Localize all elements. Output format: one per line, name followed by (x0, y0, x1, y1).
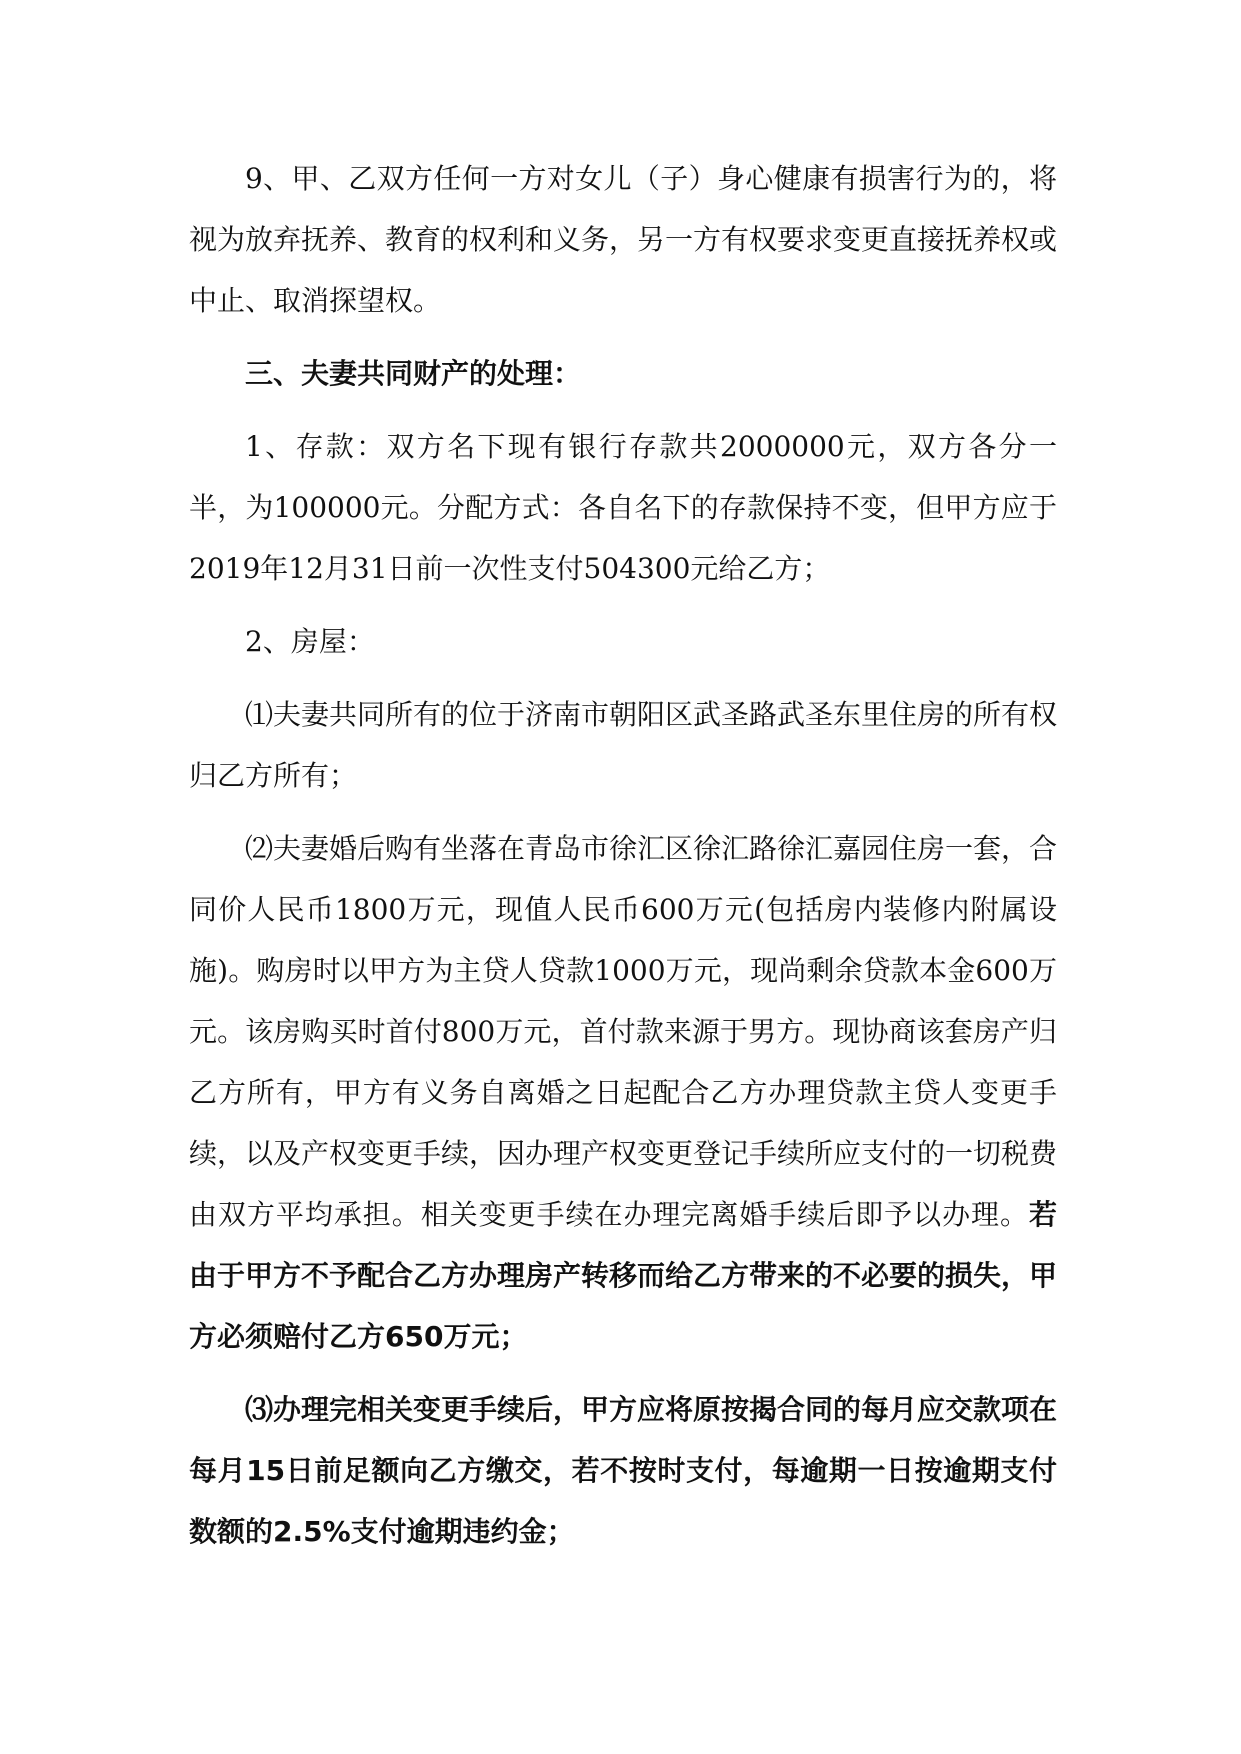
clause-house-1: ⑴夫妻共同所有的位于济南市朝阳区武圣路武圣东里住房的所有权归乙方所有； (189, 698, 1058, 792)
clause-house-3: ⑶办理完相关变更手续后，甲方应将原按揭合同的每月应交款项在每月15日前足额向乙方缴交，若不按时支付，每逾期一日按逾期支付数额的2.5%支付逾期违约金； (189, 1393, 1058, 1548)
clause-house-2-penalty: 若由于甲方不予配合乙方办理房产转移而给乙方带来的不必要的损失，甲方必须赔付乙方650万元； (189, 1198, 1058, 1353)
clause-9: 9、甲、乙双方任何一方对女儿（子）身心健康有损害行为的，将视为放弃抚养、教育的权利和义务，另一方有权要求变更直接抚养权或中止、取消探望权。 (189, 162, 1058, 317)
clause-deposit: 1、存款：双方名下现有银行存款共2000000元，双方各分一半，为100000元。分配方式：各自名下的存款保持不变，但甲方应于2019年12月31日前一次性支付504300元给乙方； (189, 430, 1057, 585)
clause-house-2 (189, 818, 1057, 1367)
clause-house-2-text: ⑵夫妻婚后购有坐落在青岛市徐汇区徐汇路徐汇嘉园住房一套，合同价人民币1800万元，现值人民币600万元(包括房内装修内附属设施)。购房时以甲方为主贷人贷款1000万元，现尚剩余贷款本金600万元。该房购买时首付800万元，首付款来源于男方。现协商该套房产归乙方所有，甲方有义务自离婚之日起配合乙方办理贷款主贷人变更手续，以及产权变更手续，因办理产权变更登记手续所应支付的一切税费由双方平均承担。相关变更手续在办理完离婚手续后即予以办理。 (189, 832, 1058, 1231)
clause-house: 2、房屋： (245, 625, 375, 658)
section-3-heading: 三、夫妻共同财产的处理： (245, 357, 582, 390)
document-page (189, 148, 1057, 1574)
